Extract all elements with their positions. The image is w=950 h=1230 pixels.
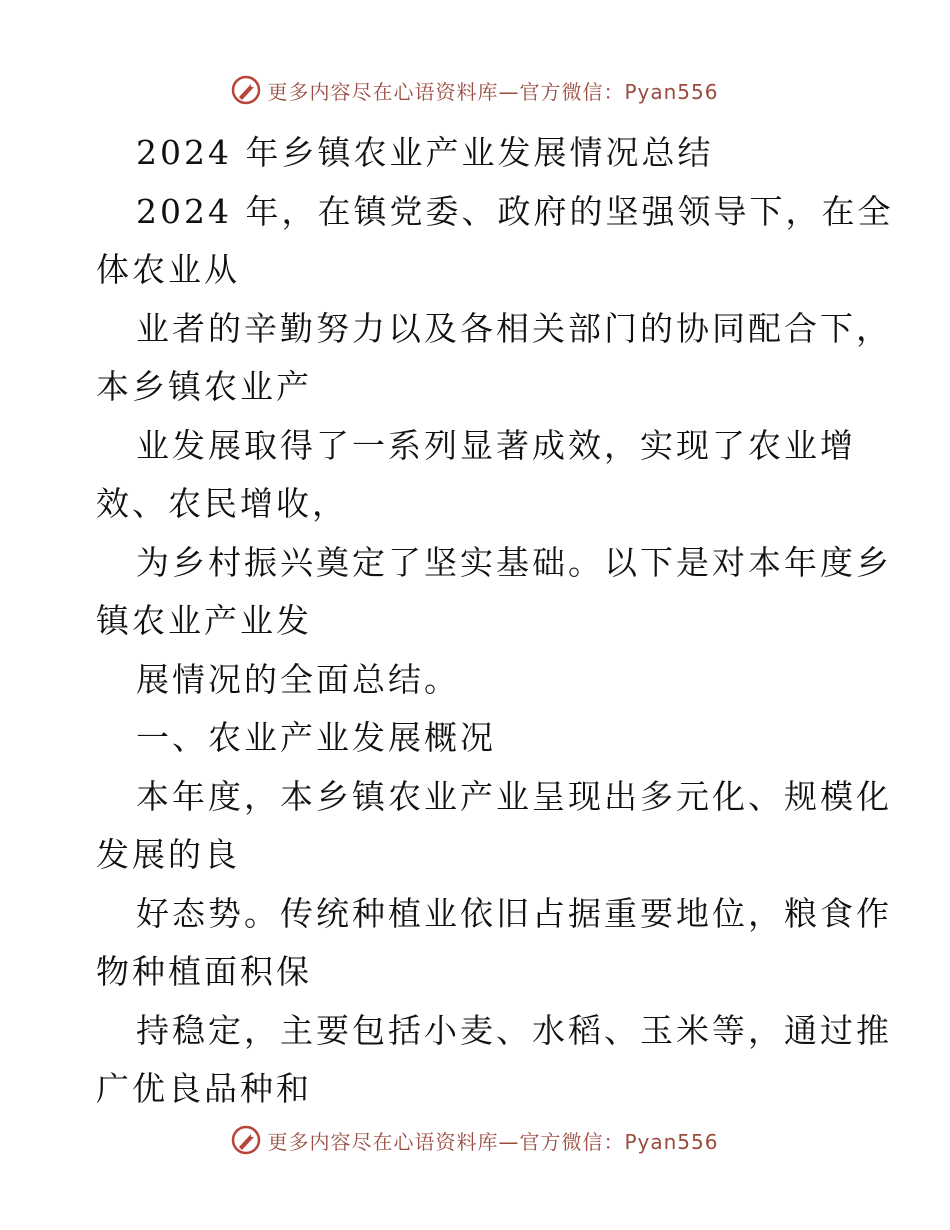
- footer-watermark: [0, 1120, 950, 1160]
- paragraph-line: 展情况的全面总结。: [136, 659, 460, 699]
- paragraph-line: 持稳定，主要包括小麦、水稻、玉米等，通过推: [136, 1010, 892, 1050]
- paragraph-line: 体农业从: [96, 250, 240, 289]
- watermark-text: 更多内容尽在心语资料库—官方微信：Pyan556: [267, 1129, 719, 1154]
- paragraph-line: 本年度，本乡镇农业产业呈现出多元化、规模化: [136, 776, 892, 816]
- header-watermark: [0, 70, 950, 110]
- paragraph-line: 物种植面积保: [96, 952, 312, 991]
- paragraph-line: 为乡村振兴奠定了坚实基础。以下是对本年度乡: [136, 542, 892, 582]
- paragraph-line: 2024 年，在镇党委、政府的坚强领导下，在全: [136, 191, 894, 231]
- paragraph-line: 镇农业产业发: [96, 601, 312, 640]
- pen-nib-icon: [231, 1125, 261, 1155]
- paragraph-line: 好态势。传统种植业依旧占据重要地位，粮食作: [136, 893, 892, 933]
- paragraph-line: 本乡镇农业产: [96, 367, 312, 406]
- paragraph-line: 广优良品种和: [96, 1069, 312, 1108]
- paragraph-line: 业发展取得了一系列显著成效，实现了农业增: [136, 425, 856, 465]
- pen-nib-icon: [231, 75, 261, 105]
- document-body: [96, 124, 894, 1119]
- paragraph-line: 效、农民增收，: [96, 484, 348, 523]
- watermark-text: 更多内容尽在心语资料库—官方微信：Pyan556: [267, 79, 719, 104]
- paragraph-line: 发展的良: [96, 835, 240, 874]
- paragraph-line: 业者的辛勤努力以及各相关部门的协同配合下，: [136, 308, 892, 348]
- section-heading: 一、农业产业发展概况: [136, 718, 496, 757]
- document-title: 2024 年乡镇农业产业发展情况总结: [136, 133, 714, 172]
